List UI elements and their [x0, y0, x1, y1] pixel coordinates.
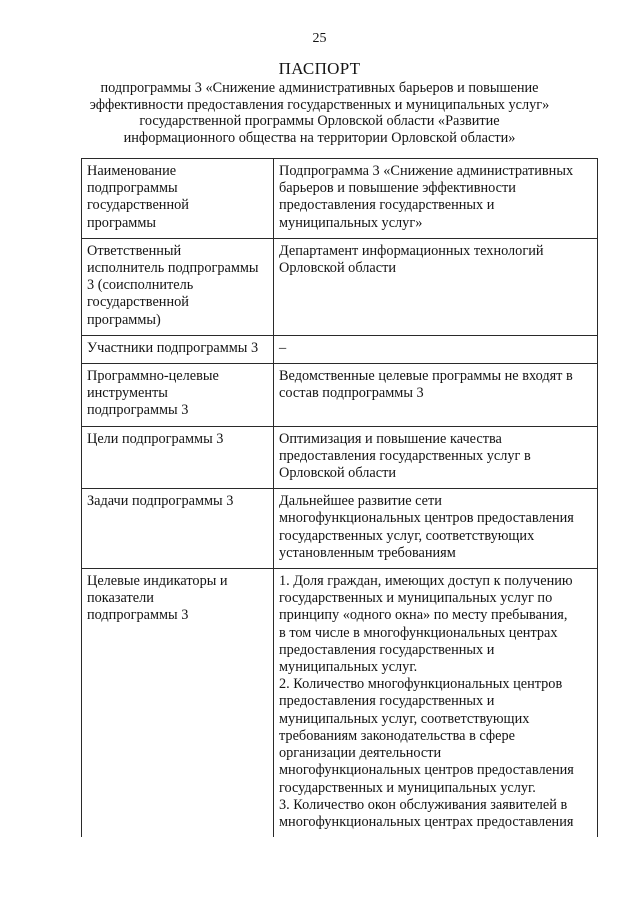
cell-line: Ответственный — [87, 242, 182, 259]
cell-line: Орловской области — [279, 260, 396, 277]
cell-line: принципу «одного окна» по месту пребывания, — [279, 607, 568, 624]
cell-line: предоставления государственных услуг в — [279, 447, 531, 464]
row-value-cell — [274, 489, 598, 569]
table-row — [82, 489, 598, 569]
cell-line: Подпрограмма 3 «Снижение административных — [279, 163, 574, 179]
row-value-cell — [274, 426, 598, 489]
cell-line: 1. Доля граждан, имеющих доступ к получению — [279, 573, 573, 590]
cell-line: многофункциональных центров предоставления — [279, 762, 574, 779]
row-label-cell — [82, 159, 274, 239]
cell-line: предоставления государственных и — [279, 641, 495, 658]
cell-line: государственных и муниципальных услуг. — [279, 779, 536, 796]
subtitle-line: подпрограммы 3 «Снижение административных барьеров и повышение — [100, 80, 539, 96]
cell-line: Цели подпрограммы 3 — [87, 430, 224, 447]
passport-table — [81, 158, 598, 837]
cell-line: Оптимизация и повышение качества — [279, 430, 502, 447]
table-row — [82, 159, 598, 239]
cell-line: барьеров и повышение эффективности — [279, 180, 516, 197]
cell-line: государственной — [87, 197, 189, 214]
cell-line: предоставления государственных и — [279, 197, 495, 214]
row-value-cell — [274, 364, 598, 427]
row-label-cell — [82, 569, 274, 838]
cell-line: многофункциональных центров предоставления — [279, 510, 574, 527]
row-label-cell — [82, 335, 274, 363]
cell-line: Программно-целевые — [87, 368, 219, 385]
cell-line: Наименование — [87, 163, 177, 179]
cell-line: Дальнейшее развитие сети — [279, 493, 442, 510]
cell-line: состав подпрограммы 3 — [279, 385, 424, 402]
row-value-cell — [274, 569, 598, 838]
cell-line: Задачи подпрограммы 3 — [87, 493, 234, 510]
row-label-cell — [82, 238, 274, 335]
table-row — [82, 335, 598, 363]
cell-line: 3. Количество окон обслуживания заявителей в — [279, 796, 568, 813]
cell-line: муниципальных услуг» — [279, 214, 423, 231]
row-value-cell — [274, 159, 598, 239]
cell-line: предоставления государственных и — [279, 693, 495, 710]
cell-line: Департамент информационных технологий — [279, 242, 544, 259]
table-row — [82, 238, 598, 335]
cell-line: 3 (соисполнитель — [87, 277, 194, 294]
cell-line: подпрограммы 3 — [87, 607, 189, 624]
cell-line: государственной — [87, 294, 189, 311]
table-row — [82, 426, 598, 489]
row-value-cell — [274, 335, 598, 363]
cell-line: Целевые индикаторы и — [87, 573, 228, 590]
page-number: 25 — [312, 31, 327, 46]
subtitle-line: эффективности предоставления государственных и муниципальных услуг» — [89, 96, 550, 113]
table-row — [82, 364, 598, 427]
cell-line: установленным требованиям — [279, 544, 456, 561]
cell-line: государственных и муниципальных услуг по — [279, 590, 553, 607]
cell-line: государственных услуг, соответствующих — [279, 527, 535, 544]
cell-line: многофункциональных центрах предоставления — [279, 813, 574, 830]
cell-line: в том числе в многофункциональных центрах — [279, 624, 558, 641]
cell-line: – — [279, 339, 287, 356]
cell-line: исполнитель подпрограммы — [87, 260, 259, 277]
cell-line: программы) — [87, 311, 161, 328]
cell-line: программы — [87, 214, 157, 231]
cell-line: муниципальных услуг. — [279, 659, 418, 676]
cell-line: требованиям законодательства в сфере — [279, 727, 516, 744]
cell-line: Ведомственные целевые программы не входят в — [279, 368, 573, 385]
cell-line: инструменты — [87, 385, 168, 402]
document-title: ПАСПОРТ — [278, 59, 361, 78]
row-label-cell — [82, 426, 274, 489]
subtitle-line: государственной программы Орловской области «Развитие — [139, 113, 500, 129]
row-value-cell — [274, 238, 598, 335]
cell-line: подпрограммы 3 — [87, 402, 189, 419]
cell-line: Орловской области — [279, 465, 396, 482]
cell-line: 2. Количество многофункциональных центров — [279, 676, 563, 693]
row-label-cell — [82, 364, 274, 427]
row-label-cell — [82, 489, 274, 569]
subtitle-line: информационного общества на территории Орловской области» — [123, 129, 516, 146]
cell-line: показатели — [87, 590, 154, 607]
document-subtitle — [70, 80, 569, 146]
table-row — [82, 569, 598, 838]
cell-line: организации деятельности — [279, 745, 442, 762]
cell-line: подпрограммы — [87, 180, 178, 197]
cell-line: муниципальных услуг, соответствующих — [279, 710, 530, 727]
cell-line: Участники подпрограммы 3 — [87, 339, 259, 356]
